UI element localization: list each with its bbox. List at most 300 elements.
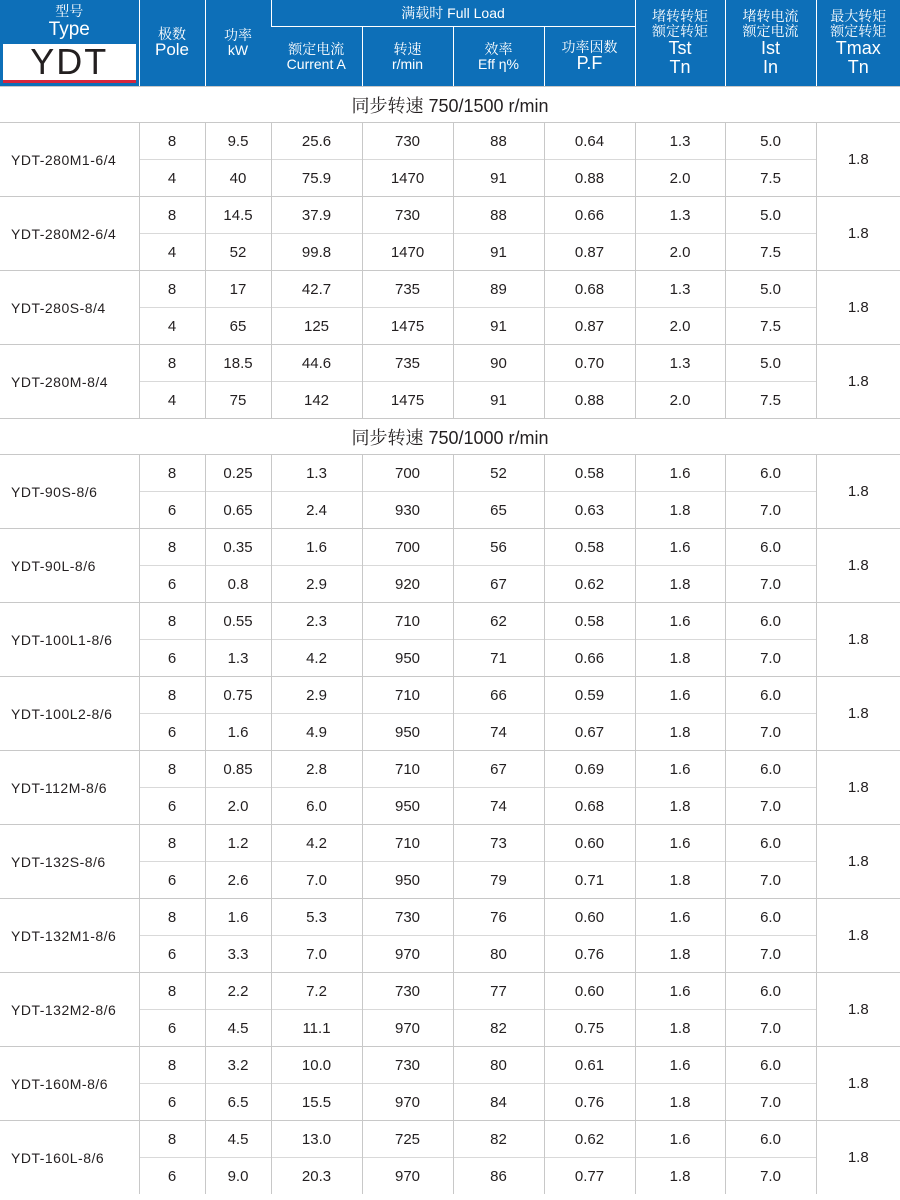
full-load-header: 满载时 Full Load	[271, 0, 635, 27]
type-header-en: Type	[48, 19, 90, 40]
ist-cell: 7.0	[725, 640, 816, 677]
pf-cell: 0.58	[544, 455, 635, 492]
ist-cell: 6.0	[725, 751, 816, 788]
pole-cell: 8	[139, 123, 205, 160]
current-cell: 99.8	[271, 234, 362, 271]
pf-cell: 0.87	[544, 308, 635, 345]
ist-cell: 7.5	[725, 308, 816, 345]
speed-cell: 950	[362, 640, 453, 677]
ist-cell: 5.0	[725, 345, 816, 382]
model-type: YDT-132S-8/6	[0, 825, 139, 899]
power-cell: 4.5	[205, 1010, 271, 1047]
ist-cell: 6.0	[725, 529, 816, 566]
tst-cell: 1.8	[635, 1158, 725, 1195]
pole-cell: 6	[139, 788, 205, 825]
model-type: YDT-90L-8/6	[0, 529, 139, 603]
tmax-cell: 1.8	[816, 973, 900, 1047]
current-cell: 75.9	[271, 160, 362, 197]
pf-cell: 0.71	[544, 862, 635, 899]
model-type: YDT-100L2-8/6	[0, 677, 139, 751]
tst-cell: 1.8	[635, 714, 725, 751]
tmax-cell: 1.8	[816, 123, 900, 197]
tst-cell: 1.6	[635, 529, 725, 566]
speed-cell: 730	[362, 899, 453, 936]
power-cell: 0.35	[205, 529, 271, 566]
ist-cell: 7.0	[725, 1084, 816, 1121]
pf-cell: 0.59	[544, 677, 635, 714]
power-cell: 1.2	[205, 825, 271, 862]
eff-header	[453, 27, 544, 87]
tst-header-en2: Tn	[669, 56, 691, 77]
tmax-cell: 1.8	[816, 1121, 900, 1195]
current-header-en: Current A	[286, 55, 346, 72]
ist-header-cn2: 额定电流	[742, 23, 799, 40]
tst-cell: 1.6	[635, 1047, 725, 1084]
speed-cell: 700	[362, 529, 453, 566]
eff-cell: 65	[453, 492, 544, 529]
eff-cell: 67	[453, 751, 544, 788]
tst-cell: 1.3	[635, 123, 725, 160]
pf-cell: 0.70	[544, 345, 635, 382]
pole-header-cn: 极数	[158, 25, 186, 42]
power-cell: 1.6	[205, 899, 271, 936]
ist-header	[725, 0, 816, 86]
current-cell: 1.3	[271, 455, 362, 492]
current-cell: 2.9	[271, 677, 362, 714]
pf-cell: 0.68	[544, 271, 635, 308]
pole-cell: 6	[139, 640, 205, 677]
series-logo: YDT	[3, 44, 136, 83]
speed-header-cn: 转速	[393, 40, 422, 57]
ist-cell: 5.0	[725, 197, 816, 234]
table-row	[0, 197, 900, 234]
pole-cell: 6	[139, 1084, 205, 1121]
ist-cell: 5.0	[725, 271, 816, 308]
speed-cell: 1475	[362, 382, 453, 419]
type-header	[0, 0, 139, 86]
eff-cell: 80	[453, 936, 544, 973]
pole-cell: 8	[139, 1047, 205, 1084]
ist-header-en2: In	[763, 56, 779, 77]
table-row	[0, 973, 900, 1010]
tmax-header	[816, 0, 900, 86]
tst-header-en1: Tst	[668, 37, 692, 58]
speed-header-en: r/min	[391, 55, 424, 72]
tst-cell: 1.6	[635, 455, 725, 492]
speed-cell: 970	[362, 1158, 453, 1195]
eff-cell: 74	[453, 788, 544, 825]
pf-header	[544, 27, 635, 87]
tst-header-cn1: 堵转转矩	[652, 8, 709, 25]
current-cell: 7.2	[271, 973, 362, 1010]
model-type: YDT-280M2-6/4	[0, 197, 139, 271]
power-header-en: kW	[227, 42, 249, 58]
tst-cell: 1.8	[635, 936, 725, 973]
tst-cell: 1.8	[635, 566, 725, 603]
speed-cell: 1470	[362, 234, 453, 271]
eff-cell: 91	[453, 382, 544, 419]
pole-cell: 4	[139, 382, 205, 419]
current-cell: 1.6	[271, 529, 362, 566]
tmax-cell: 1.8	[816, 345, 900, 419]
ist-cell: 7.0	[725, 566, 816, 603]
speed-cell: 710	[362, 751, 453, 788]
pf-header-cn: 功率因数	[561, 38, 618, 55]
tst-cell: 2.0	[635, 160, 725, 197]
table-row	[0, 271, 900, 308]
pf-cell: 0.60	[544, 899, 635, 936]
current-cell: 13.0	[271, 1121, 362, 1158]
table-row	[0, 455, 900, 492]
tst-cell: 1.8	[635, 862, 725, 899]
pole-cell: 8	[139, 899, 205, 936]
current-cell: 7.0	[271, 936, 362, 973]
current-cell: 42.7	[271, 271, 362, 308]
tst-cell: 1.6	[635, 973, 725, 1010]
pole-cell: 8	[139, 603, 205, 640]
tmax-cell: 1.8	[816, 825, 900, 899]
ist-cell: 7.5	[725, 160, 816, 197]
speed-cell: 1470	[362, 160, 453, 197]
eff-cell: 88	[453, 197, 544, 234]
power-cell: 6.5	[205, 1084, 271, 1121]
pole-cell: 8	[139, 345, 205, 382]
tst-cell: 1.8	[635, 788, 725, 825]
speed-cell: 970	[362, 1084, 453, 1121]
speed-cell: 710	[362, 677, 453, 714]
eff-cell: 91	[453, 234, 544, 271]
ist-cell: 6.0	[725, 455, 816, 492]
table-row	[0, 899, 900, 936]
ist-cell: 7.5	[725, 382, 816, 419]
eff-cell: 86	[453, 1158, 544, 1195]
power-cell: 0.25	[205, 455, 271, 492]
ist-header-en1: Ist	[761, 37, 781, 58]
tmax-cell: 1.8	[816, 455, 900, 529]
eff-cell: 71	[453, 640, 544, 677]
pole-cell: 8	[139, 271, 205, 308]
speed-cell: 730	[362, 1047, 453, 1084]
pole-cell: 8	[139, 1121, 205, 1158]
model-type: YDT-160M-8/6	[0, 1047, 139, 1121]
pole-cell: 8	[139, 455, 205, 492]
model-type: YDT-132M1-8/6	[0, 899, 139, 973]
eff-cell: 89	[453, 271, 544, 308]
pole-cell: 4	[139, 234, 205, 271]
ist-cell: 6.0	[725, 603, 816, 640]
pf-cell: 0.66	[544, 640, 635, 677]
pole-cell: 8	[139, 751, 205, 788]
current-header	[271, 27, 362, 87]
pole-cell: 4	[139, 160, 205, 197]
ist-cell: 6.0	[725, 677, 816, 714]
table-row	[0, 751, 900, 788]
pole-cell: 6	[139, 566, 205, 603]
eff-cell: 82	[453, 1121, 544, 1158]
table-row	[0, 677, 900, 714]
current-cell: 7.0	[271, 862, 362, 899]
power-cell: 14.5	[205, 197, 271, 234]
pf-cell: 0.68	[544, 788, 635, 825]
speed-cell: 970	[362, 1010, 453, 1047]
current-cell: 6.0	[271, 788, 362, 825]
model-type: YDT-90S-8/6	[0, 455, 139, 529]
ist-cell: 6.0	[725, 1047, 816, 1084]
ist-cell: 6.0	[725, 899, 816, 936]
tst-cell: 1.8	[635, 1010, 725, 1047]
power-cell: 1.6	[205, 714, 271, 751]
tmax-cell: 1.8	[816, 603, 900, 677]
pole-header-en: Pole	[154, 40, 190, 60]
power-cell: 9.0	[205, 1158, 271, 1195]
speed-cell: 970	[362, 936, 453, 973]
tst-cell: 1.3	[635, 197, 725, 234]
current-cell: 20.3	[271, 1158, 362, 1195]
tst-cell: 1.6	[635, 1121, 725, 1158]
power-cell: 65	[205, 308, 271, 345]
tmax-cell: 1.8	[816, 899, 900, 973]
pf-cell: 0.76	[544, 1084, 635, 1121]
current-cell: 4.9	[271, 714, 362, 751]
section-row	[0, 419, 900, 455]
current-header-cn: 额定电流	[288, 40, 345, 57]
pf-cell: 0.63	[544, 492, 635, 529]
current-cell: 11.1	[271, 1010, 362, 1047]
eff-cell: 52	[453, 455, 544, 492]
current-cell: 15.5	[271, 1084, 362, 1121]
speed-cell: 1475	[362, 308, 453, 345]
power-cell: 17	[205, 271, 271, 308]
model-type: YDT-112M-8/6	[0, 751, 139, 825]
pole-cell: 6	[139, 714, 205, 751]
pf-cell: 0.66	[544, 197, 635, 234]
section-title: 同步转速 750/1000 r/min	[0, 419, 900, 455]
eff-cell: 76	[453, 899, 544, 936]
model-type: YDT-280S-8/4	[0, 271, 139, 345]
ist-cell: 7.0	[725, 936, 816, 973]
eff-cell: 74	[453, 714, 544, 751]
tmax-header-cn1: 最大转矩	[830, 8, 887, 25]
current-cell: 2.4	[271, 492, 362, 529]
eff-cell: 73	[453, 825, 544, 862]
speed-cell: 950	[362, 862, 453, 899]
pf-header-en: P.F	[576, 53, 603, 74]
current-cell: 25.6	[271, 123, 362, 160]
tst-header-cn2: 额定转矩	[652, 23, 709, 40]
pf-cell: 0.75	[544, 1010, 635, 1047]
eff-cell: 90	[453, 345, 544, 382]
eff-cell: 79	[453, 862, 544, 899]
current-cell: 37.9	[271, 197, 362, 234]
model-type: YDT-160L-8/6	[0, 1121, 139, 1195]
speed-cell: 735	[362, 271, 453, 308]
current-cell: 10.0	[271, 1047, 362, 1084]
tst-cell: 1.8	[635, 492, 725, 529]
eff-cell: 82	[453, 1010, 544, 1047]
speed-cell: 725	[362, 1121, 453, 1158]
tst-cell: 1.3	[635, 271, 725, 308]
pole-cell: 6	[139, 492, 205, 529]
power-header-cn: 功率	[224, 27, 252, 44]
speed-cell: 735	[362, 345, 453, 382]
power-cell: 0.8	[205, 566, 271, 603]
tmax-cell: 1.8	[816, 1047, 900, 1121]
tst-cell: 2.0	[635, 382, 725, 419]
current-cell: 5.3	[271, 899, 362, 936]
table-row	[0, 1047, 900, 1084]
eff-cell: 66	[453, 677, 544, 714]
power-cell: 3.3	[205, 936, 271, 973]
ist-cell: 7.0	[725, 492, 816, 529]
tmax-cell: 1.8	[816, 197, 900, 271]
speed-cell: 950	[362, 788, 453, 825]
type-header-cn: 型号	[55, 3, 84, 19]
tst-cell: 1.6	[635, 825, 725, 862]
pf-cell: 0.88	[544, 382, 635, 419]
pole-cell: 8	[139, 973, 205, 1010]
ist-cell: 7.0	[725, 714, 816, 751]
eff-cell: 80	[453, 1047, 544, 1084]
tst-header	[635, 0, 725, 86]
tmax-header-en1: Tmax	[835, 37, 881, 58]
pole-cell: 8	[139, 197, 205, 234]
power-cell: 9.5	[205, 123, 271, 160]
current-cell: 125	[271, 308, 362, 345]
tmax-cell: 1.8	[816, 271, 900, 345]
eff-header-en: Eff η%	[478, 55, 519, 72]
tmax-cell: 1.8	[816, 677, 900, 751]
eff-cell: 62	[453, 603, 544, 640]
speed-cell: 930	[362, 492, 453, 529]
pf-cell: 0.77	[544, 1158, 635, 1195]
table-row	[0, 345, 900, 382]
power-cell: 0.85	[205, 751, 271, 788]
ist-cell: 5.0	[725, 123, 816, 160]
speed-cell: 920	[362, 566, 453, 603]
pf-cell: 0.62	[544, 566, 635, 603]
pole-header	[139, 0, 205, 86]
spec-table-body	[0, 86, 900, 1194]
pole-cell: 6	[139, 862, 205, 899]
section-title: 同步转速 750/1500 r/min	[0, 87, 900, 123]
speed-cell: 730	[362, 197, 453, 234]
power-cell: 2.2	[205, 973, 271, 1010]
eff-cell: 91	[453, 308, 544, 345]
pf-cell: 0.76	[544, 936, 635, 973]
pole-cell: 6	[139, 936, 205, 973]
power-cell: 2.6	[205, 862, 271, 899]
table-row	[0, 1121, 900, 1158]
ist-cell: 7.0	[725, 1010, 816, 1047]
current-cell: 2.8	[271, 751, 362, 788]
speed-cell: 700	[362, 455, 453, 492]
tst-cell: 1.6	[635, 751, 725, 788]
speed-cell: 710	[362, 825, 453, 862]
ist-cell: 6.0	[725, 1121, 816, 1158]
speed-cell: 950	[362, 714, 453, 751]
tmax-header-en2: Tn	[847, 56, 869, 77]
power-cell: 1.3	[205, 640, 271, 677]
eff-cell: 88	[453, 123, 544, 160]
tst-cell: 1.8	[635, 1084, 725, 1121]
eff-cell: 91	[453, 160, 544, 197]
pf-cell: 0.58	[544, 603, 635, 640]
tst-cell: 1.6	[635, 899, 725, 936]
ist-cell: 7.0	[725, 1158, 816, 1195]
current-cell: 2.3	[271, 603, 362, 640]
ist-cell: 7.0	[725, 862, 816, 899]
tmax-header-cn2: 额定转矩	[830, 23, 887, 40]
ist-header-cn1: 堵转电流	[742, 8, 799, 25]
tst-cell: 1.8	[635, 640, 725, 677]
current-cell: 44.6	[271, 345, 362, 382]
tst-cell: 2.0	[635, 234, 725, 271]
model-type: YDT-132M2-8/6	[0, 973, 139, 1047]
power-cell: 3.2	[205, 1047, 271, 1084]
pf-cell: 0.69	[544, 751, 635, 788]
pf-cell: 0.67	[544, 714, 635, 751]
current-cell: 142	[271, 382, 362, 419]
pole-cell: 6	[139, 1158, 205, 1195]
pole-cell: 8	[139, 677, 205, 714]
table-row	[0, 123, 900, 160]
table-row	[0, 825, 900, 862]
current-cell: 4.2	[271, 640, 362, 677]
ist-cell: 7.0	[725, 788, 816, 825]
pole-cell: 4	[139, 308, 205, 345]
pole-cell: 6	[139, 1010, 205, 1047]
tst-cell: 1.3	[635, 345, 725, 382]
pf-cell: 0.61	[544, 1047, 635, 1084]
speed-header	[362, 27, 453, 87]
speed-cell: 730	[362, 973, 453, 1010]
tst-cell: 1.6	[635, 677, 725, 714]
pf-cell: 0.88	[544, 160, 635, 197]
current-cell: 4.2	[271, 825, 362, 862]
eff-header-cn: 效率	[484, 40, 513, 57]
speed-cell: 710	[362, 603, 453, 640]
speed-cell: 730	[362, 123, 453, 160]
pf-cell: 0.60	[544, 973, 635, 1010]
pf-cell: 0.58	[544, 529, 635, 566]
current-cell: 2.9	[271, 566, 362, 603]
eff-cell: 67	[453, 566, 544, 603]
tst-cell: 2.0	[635, 308, 725, 345]
power-cell: 0.55	[205, 603, 271, 640]
power-cell: 18.5	[205, 345, 271, 382]
pf-cell: 0.87	[544, 234, 635, 271]
power-cell: 0.65	[205, 492, 271, 529]
tmax-cell: 1.8	[816, 751, 900, 825]
model-type: YDT-100L1-8/6	[0, 603, 139, 677]
ist-cell: 7.5	[725, 234, 816, 271]
power-cell: 75	[205, 382, 271, 419]
pole-cell: 8	[139, 825, 205, 862]
ist-cell: 6.0	[725, 825, 816, 862]
eff-cell: 84	[453, 1084, 544, 1121]
model-type: YDT-280M1-6/4	[0, 123, 139, 197]
tmax-cell: 1.8	[816, 529, 900, 603]
ist-cell: 6.0	[725, 973, 816, 1010]
table-header	[0, 0, 900, 86]
tst-cell: 1.6	[635, 603, 725, 640]
table-row	[0, 529, 900, 566]
eff-cell: 77	[453, 973, 544, 1010]
model-type: YDT-280M-8/4	[0, 345, 139, 419]
eff-cell: 56	[453, 529, 544, 566]
power-cell: 2.0	[205, 788, 271, 825]
power-cell: 0.75	[205, 677, 271, 714]
